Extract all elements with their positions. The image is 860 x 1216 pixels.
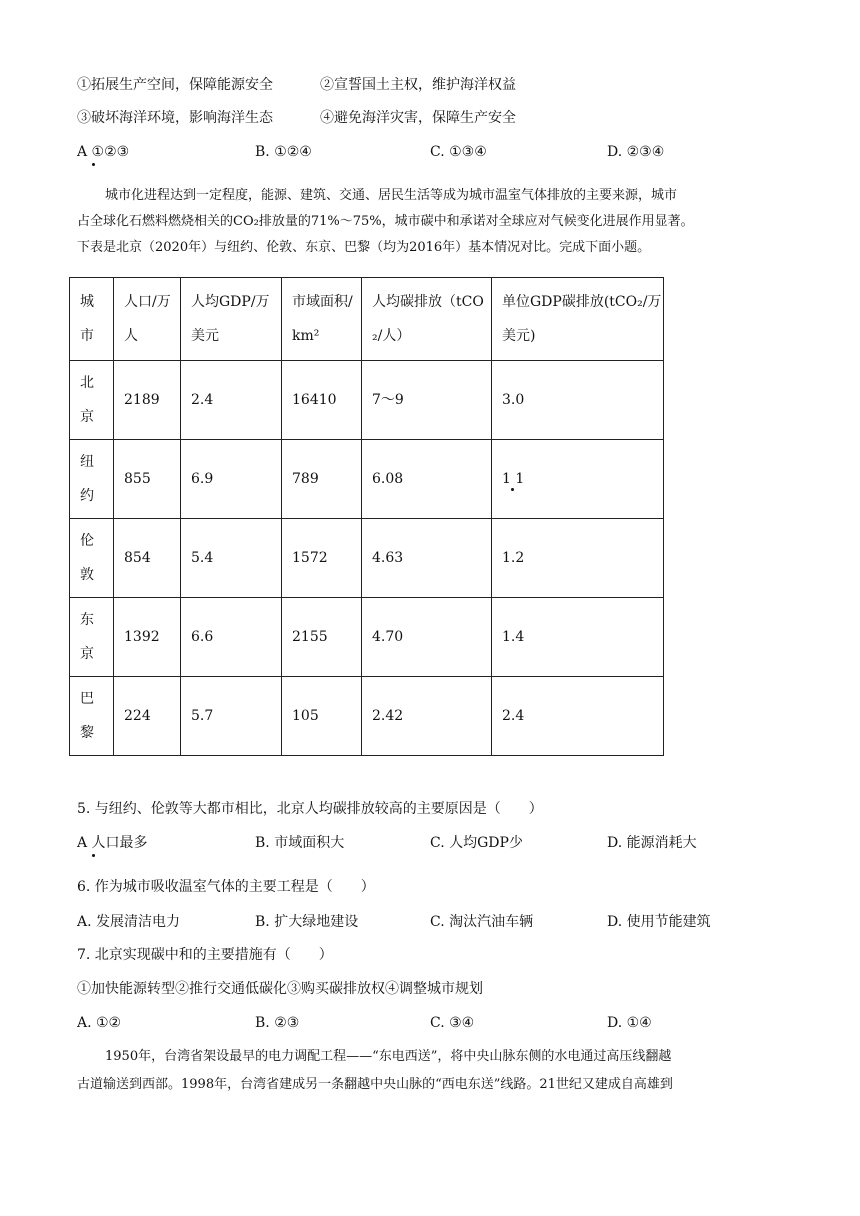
passage-line-1: 1950年，台湾省架设最早的电力调配工程——“东电西送”，将中央山脉东侧的水电通过高压线翻越 [105, 1049, 672, 1064]
city-name: 东京 [80, 612, 94, 662]
city-name: 纽约 [80, 454, 94, 504]
q5-choice-b: B. 市域面积大 [255, 835, 345, 851]
q6-stem: 6. 作为城市吸收温室气体的主要工程是（ ） [77, 879, 375, 895]
emphasis-dot [511, 488, 514, 491]
q5-choice-a: A 人口最多 [77, 835, 148, 851]
q6-choice-c: C. 淘汰汽油车辆 [430, 914, 534, 930]
cell-population: 855 [114, 440, 181, 519]
cell-population: 854 [114, 519, 181, 598]
city-comparison-table [69, 277, 664, 756]
q6-choice-d: D. 使用节能建筑 [607, 914, 711, 930]
table-header-row [70, 278, 664, 361]
cell-population: 224 [114, 677, 181, 756]
emphasis-dot [92, 854, 95, 857]
q5-stem: 5. 与纽约、伦敦等大都市相比，北京人均碳排放较高的主要原因是（ ） [77, 801, 543, 817]
cell-unit-gdp [492, 440, 664, 519]
q7-measures: ①加快能源转型②推行交通低碳化③购买碳排放权④调整城市规划 [77, 981, 483, 997]
cell-carbon: 6.08 [362, 440, 492, 519]
city-name: 巴黎 [80, 691, 94, 741]
cell-unit-gdp: 2.4 [492, 677, 664, 756]
cell-population: 2189 [114, 361, 181, 440]
passage-line-2: 古道输送到西部。1998年，台湾省建成另一条翻越中央山脉的“西电东送”线路。21世纪又建成自高雄到 [77, 1077, 673, 1092]
header-population: 人口/万人 [114, 278, 181, 361]
q4-choice-a: A ①②③ [77, 144, 130, 160]
cell-area: 789 [282, 440, 362, 519]
cell-area: 16410 [282, 361, 362, 440]
cell-unit-gdp: 1.2 [492, 519, 664, 598]
cell-gdp: 5.7 [181, 677, 282, 756]
header-carbon: 人均碳排放（tCO₂/人） [362, 278, 492, 361]
intro-line-3: 下表是北京（2020年）与纽约、伦敦、东京、巴黎（均为2016年）基本情况对比。完成下面小题。 [77, 240, 651, 255]
q7-choice-d: D. ①④ [607, 1015, 652, 1031]
q4-choice-b: B. ①②④ [255, 144, 312, 160]
intro-line-1: 城市化进程达到一定程度，能源、建筑、交通、居民生活等成为城市温室气体排放的主要来源，城市 [105, 188, 678, 203]
cell-gdp: 2.4 [181, 361, 282, 440]
cell-area: 105 [282, 677, 362, 756]
cell-unit-gdp: 1.4 [492, 598, 664, 677]
header-gdp: 人均GDP/万美元 [181, 278, 282, 361]
cell-carbon: 2.42 [362, 677, 492, 756]
cell-carbon: 4.63 [362, 519, 492, 598]
cell-population: 1392 [114, 598, 181, 677]
option-statement-3: ③破坏海洋环境，影响海洋生态 [77, 110, 273, 126]
cell-carbon: 4.70 [362, 598, 492, 677]
cell-gdp: 6.9 [181, 440, 282, 519]
cell-carbon: 7～9 [362, 361, 492, 440]
table-row [70, 677, 664, 756]
option-statement-2: ②宣誓国土主权，维护海洋权益 [320, 77, 516, 93]
option-statement-1: ①拓展生产空间，保障能源安全 [77, 77, 273, 93]
header-city: 城市 [70, 278, 114, 361]
q7-choice-a: A. ①② [77, 1015, 122, 1031]
intro-line-2: 占全球化石燃料燃烧相关的CO₂排放量的71%～75%，城市碳中和承诺对全球应对气候变化进展作用显著。 [77, 214, 694, 229]
q5-choice-c: C. 人均GDP少 [430, 835, 523, 851]
table-row [70, 440, 664, 519]
table-row [70, 519, 664, 598]
q6-choice-b: B. 扩大绿地建设 [255, 914, 359, 930]
q6-choice-a: A. 发展清洁电力 [77, 914, 181, 930]
city-name: 北京 [80, 375, 94, 425]
header-unit-gdp: 单位GDP碳排放(tCO₂/万美元) [492, 278, 664, 361]
table-row [70, 361, 664, 440]
table-row [70, 598, 664, 677]
cell-gdp: 6.6 [181, 598, 282, 677]
cell-gdp: 5.4 [181, 519, 282, 598]
q7-stem: 7. 北京实现碳中和的主要措施有（ ） [77, 947, 333, 963]
cell-unit-gdp: 3.0 [492, 361, 664, 440]
cell-area: 2155 [282, 598, 362, 677]
q7-choice-b: B. ②③ [255, 1015, 300, 1031]
option-statement-4: ④避免海洋灾害，保障生产安全 [320, 110, 516, 126]
q4-choice-d: D. ②③④ [607, 144, 665, 160]
header-area: 市域面积/km² [282, 278, 362, 361]
unit-gdp-value: 1 1 [502, 471, 525, 487]
emphasis-dot [92, 163, 95, 166]
passage-paragraph [77, 1047, 792, 1109]
q5-choice-d: D. 能源消耗大 [607, 835, 697, 851]
cell-area: 1572 [282, 519, 362, 598]
intro-paragraph [77, 186, 792, 272]
city-name: 伦敦 [80, 533, 94, 583]
q4-choice-c: C. ①③④ [430, 144, 487, 160]
q7-choice-c: C. ③④ [430, 1015, 475, 1031]
